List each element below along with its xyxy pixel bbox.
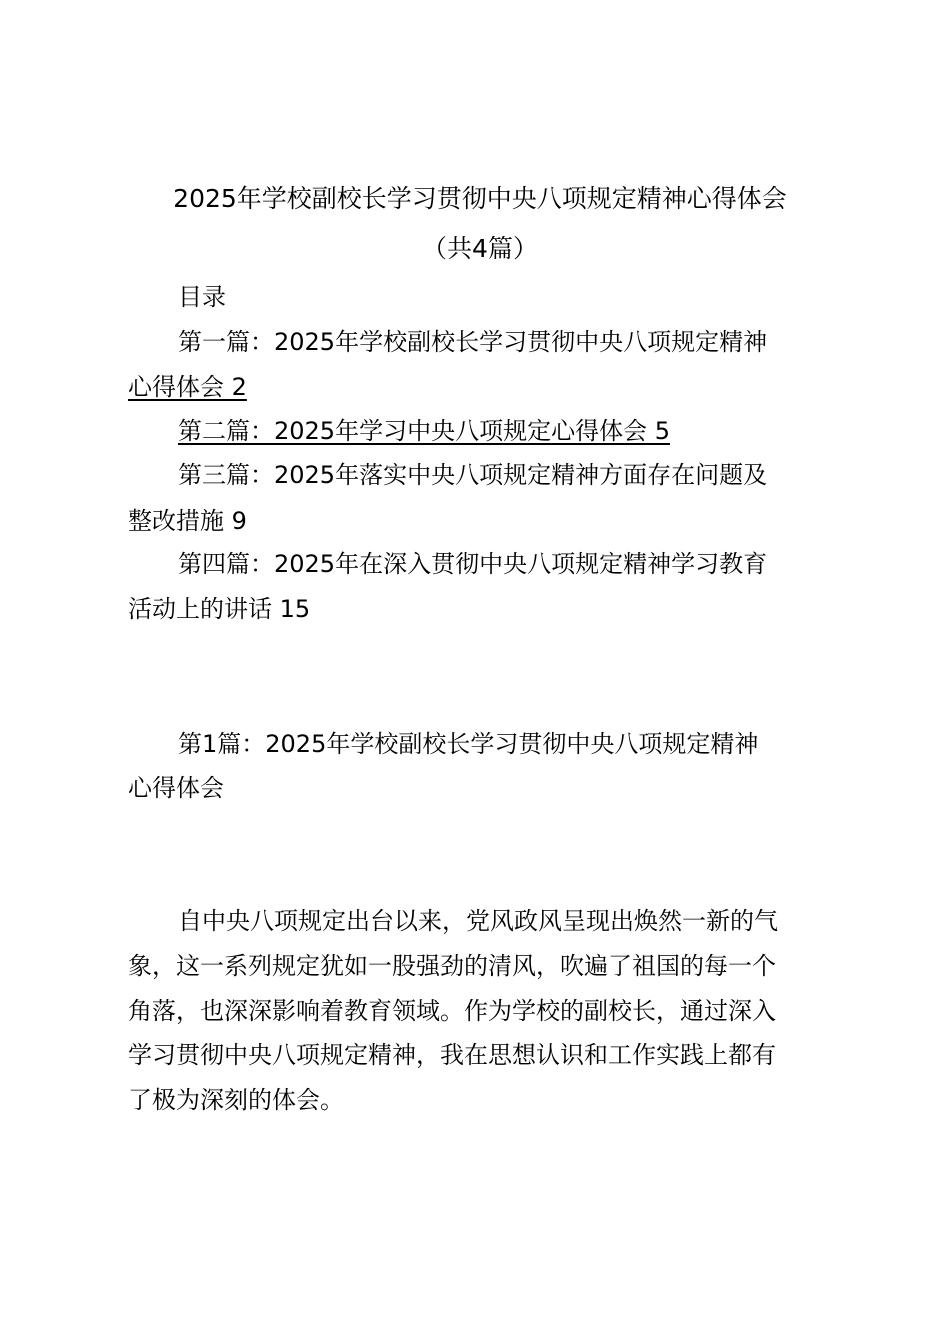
toc-item-3-line1[interactable]: 第三篇：2025年落实中央八项规定精神方面存在问题及 bbox=[178, 461, 768, 489]
toc-item-2-wrapper bbox=[178, 416, 828, 446]
paragraph-line-1: 自中央八项规定出台以来，党风政风呈现出焕然一新的气 bbox=[178, 907, 778, 935]
section-heading-line1: 第1篇：2025年学校副校长学习贯彻中央八项规定精神 bbox=[178, 730, 759, 758]
toc-item-1-line2[interactable]: 心得体会 2 bbox=[128, 373, 247, 401]
section-heading-line2: 心得体会 bbox=[128, 774, 224, 802]
toc-item-3-line2[interactable]: 整改措施 9 bbox=[128, 507, 247, 535]
paragraph-line-2: 象，这一系列规定犹如一股强劲的清风，吹遍了祖国的每一个 bbox=[128, 952, 776, 980]
document-subtitle: （共4篇） bbox=[422, 234, 538, 263]
document-title: 2025年学校副校长学习贯彻中央八项规定精神心得体会 bbox=[173, 184, 787, 213]
toc-heading: 目录 bbox=[178, 283, 226, 311]
toc-item-4-line1[interactable]: 第四篇：2025年在深入贯彻中央八项规定精神学习教育 bbox=[178, 550, 768, 578]
paragraph-line-3: 角落，也深深影响着教育领域。作为学校的副校长，通过深入 bbox=[128, 997, 776, 1025]
paragraph-line-5: 了极为深刻的体会。 bbox=[128, 1086, 344, 1114]
paragraph-line-4: 学习贯彻中央八项规定精神，我在思想认识和工作实践上都有 bbox=[128, 1041, 776, 1069]
toc-item-4-line2[interactable]: 活动上的讲话 15 bbox=[128, 595, 311, 623]
toc-item-1-line2-wrapper bbox=[128, 372, 828, 402]
toc-item-1-line1[interactable]: 第一篇：2025年学校副校长学习贯彻中央八项规定精神 bbox=[178, 328, 768, 356]
toc-item-2[interactable]: 第二篇：2025年学习中央八项规定心得体会 5 bbox=[178, 417, 670, 445]
